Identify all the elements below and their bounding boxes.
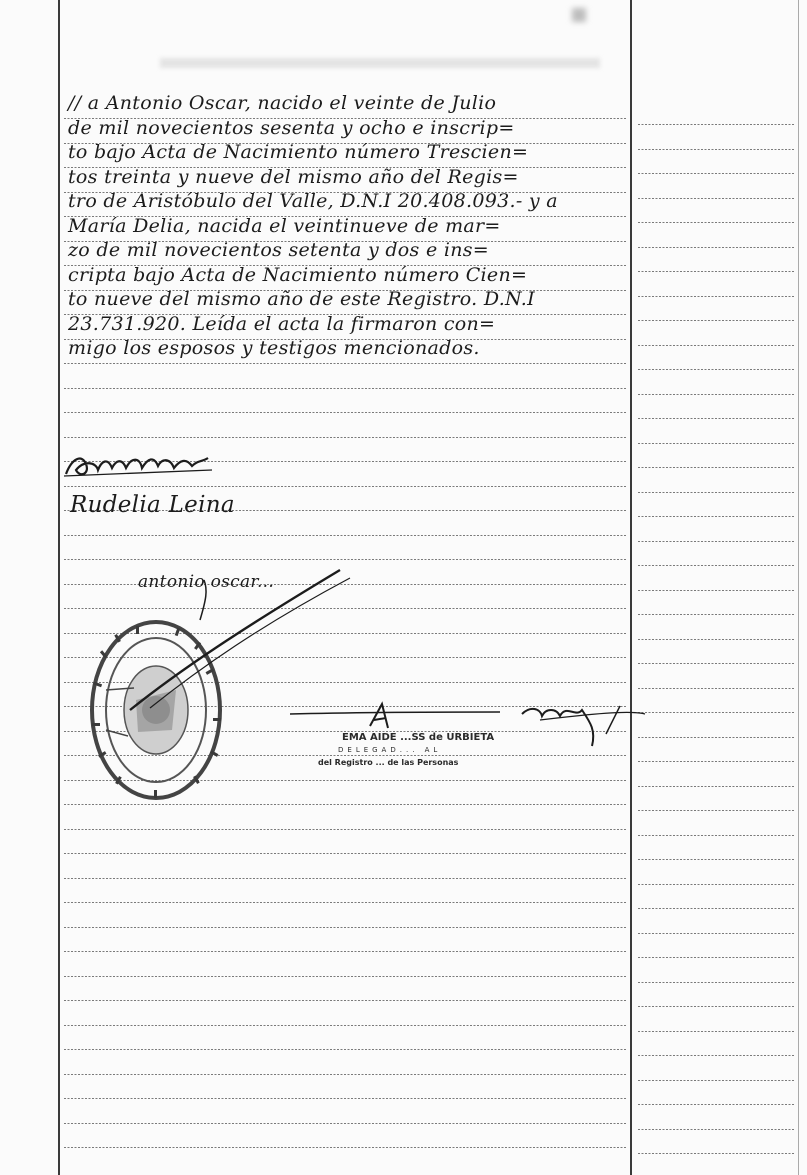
handwritten-line: to nueve del mismo año de este Registro. D.N.I bbox=[68, 288, 535, 310]
handwritten-line: to bajo Acta de Nacimiento número Trescien= bbox=[68, 141, 529, 163]
ink-blot bbox=[572, 8, 586, 22]
handwritten-line: 23.731.920. Leída el acta la firmaron con= bbox=[68, 312, 496, 335]
signature-3-text: antonio oscar... bbox=[138, 572, 275, 592]
stamp-role-line: DELEGAD... AL bbox=[338, 746, 442, 754]
right-edge-line bbox=[798, 0, 799, 1175]
handwritten-line: tos treinta y nueve del mismo año del Regis= bbox=[68, 165, 519, 188]
pen-stroke bbox=[120, 560, 360, 720]
handwritten-line: zo de mil novecientos setenta y dos e ins= bbox=[68, 239, 490, 261]
stamp-name-line: EMA AIDE ...SS de URBIETA bbox=[342, 732, 495, 743]
faint-bleed-through bbox=[160, 58, 600, 68]
stamp-office-line: del Registro ... de las Personas bbox=[318, 758, 459, 767]
handwritten-line: // a Antonio Oscar, nacido el veinte de Julio bbox=[68, 92, 497, 114]
handwritten-line: migo los esposos y testigos mencionados. bbox=[68, 337, 480, 359]
handwritten-line: tro de Aristóbulo del Valle, D.N.I 20.408.093.- y a bbox=[68, 190, 558, 212]
right-column-line bbox=[630, 0, 632, 1175]
handwritten-line: cripta bajo Acta de Nacimiento número Cien= bbox=[68, 263, 528, 286]
handwritten-line: María Delia, nacida el veintinueve de mar= bbox=[68, 214, 501, 237]
signature-1 bbox=[62, 440, 222, 482]
signature-2-text: Rudelia Leina bbox=[70, 492, 235, 518]
left-margin-line bbox=[58, 0, 60, 1175]
handwritten-line: de mil novecientos sesenta y ocho e inscrip= bbox=[68, 116, 515, 139]
